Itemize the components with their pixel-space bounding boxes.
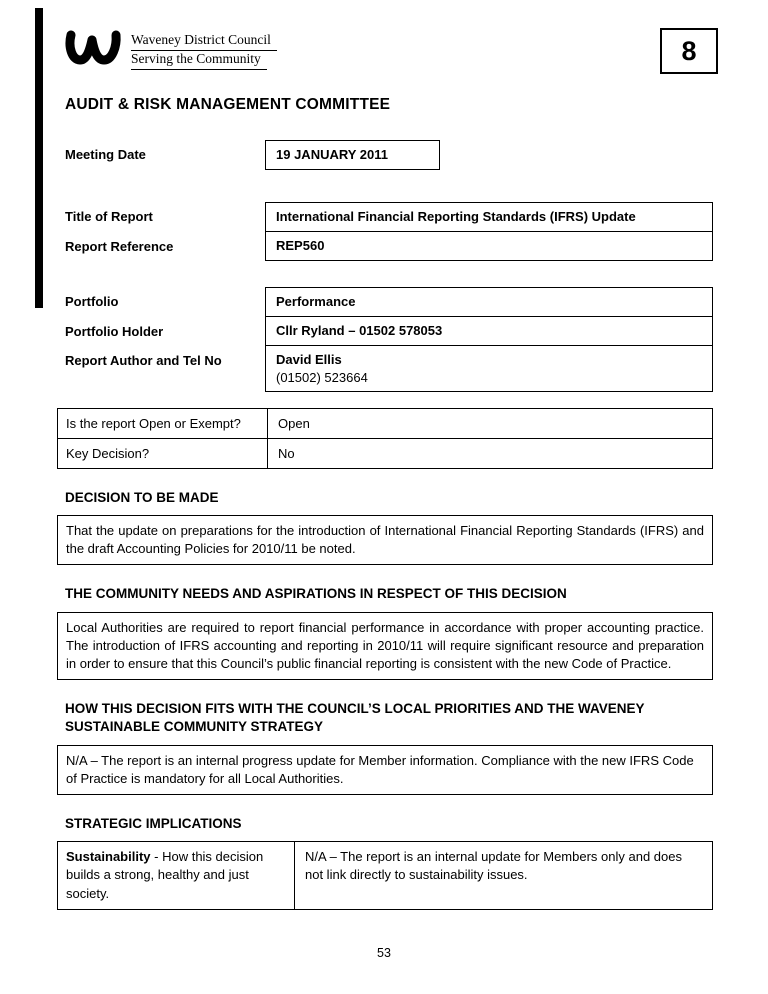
report-reference-row [57, 232, 713, 261]
report-reference-value: REP560 [265, 231, 713, 261]
sustainability-value-cell: N/A – The report is an internal update for Members only and does not link directly to sustainability issues. [305, 849, 682, 883]
committee-title: AUDIT & RISK MANAGEMENT COMMITTEE [65, 95, 391, 113]
portfolio-label: Portfolio [65, 293, 119, 309]
report-author-value [265, 345, 713, 392]
meeting-date-value: 19 JANUARY 2011 [265, 140, 440, 170]
key-decision-question: Key Decision? [58, 439, 268, 468]
section-body-community-needs: Local Authorities are required to report financial performance in accordance with proper accounting practice. The introduction of IFRS accounting and reporting in 2010/11 will require significant resource and preparation in order to ensure that this Council’s public financial reporting is consistent with the new Code of Practice. [57, 612, 713, 681]
sustainability-description: - How this decision builds a strong, healthy and just society. [66, 849, 264, 901]
report-title-group [57, 202, 713, 261]
title-of-report-row [57, 202, 713, 232]
open-exempt-answer: Open [278, 415, 310, 431]
report-author-name: David Ellis [276, 351, 342, 367]
section-heading-decision: DECISION TO BE MADE [65, 489, 219, 505]
council-name: Waveney District Council [131, 32, 277, 51]
council-logo-text [131, 30, 277, 70]
portfolio-value: Performance [265, 287, 713, 317]
key-decision-answer: No [278, 445, 295, 461]
council-motto: Serving the Community [131, 51, 267, 70]
report-author-tel: (01502) 523664 [276, 369, 368, 385]
title-of-report-value: International Financial Reporting Standards (IFRS) Update [265, 202, 713, 232]
table-row [58, 438, 712, 468]
section-heading-community-needs: THE COMMUNITY NEEDS AND ASPIRATIONS IN RESPECT OF THIS DECISION [65, 586, 567, 602]
open-exempt-table [57, 408, 713, 469]
section-heading-strategic-implications: STRATEGIC IMPLICATIONS [65, 815, 242, 831]
sustainability-term: Sustainability [66, 849, 151, 865]
portfolio-holder-label: Portfolio Holder [65, 323, 164, 339]
section-heading-local-priorities: HOW THIS DECISION FITS WITH THE COUNCIL’S LOCAL PRIORITIES AND THE WAVENEY SUSTAINABLE COMMUNITY STRATEGY [65, 701, 645, 735]
section-body-decision: That the update on preparations for the introduction of International Financial Reporting Standards (IFRS) and the draft Accounting Policies for 2010/11 be noted. [57, 515, 713, 565]
sustainability-label-cell [58, 842, 295, 909]
agenda-item-number: 8 [681, 35, 697, 66]
report-author-label: Report Author and Tel No [65, 352, 222, 368]
title-of-report-label: Title of Report [65, 208, 153, 224]
scan-artifact-bar [35, 8, 43, 308]
page-number: 53 [377, 946, 391, 960]
strategic-implications-table [57, 841, 713, 910]
meeting-date-row [57, 140, 713, 170]
portfolio-group [57, 287, 713, 392]
report-reference-label: Report Reference [65, 238, 174, 254]
waveney-wave-icon [65, 30, 123, 66]
report-author-row [57, 346, 713, 392]
portfolio-holder-row [57, 317, 713, 346]
portfolio-row [57, 287, 713, 317]
section-body-local-priorities: N/A – The report is an internal progress update for Member information. Compliance with the new IFRS Code of Practice is mandatory for all Local Authorities. [57, 745, 713, 795]
table-row [58, 409, 712, 438]
open-exempt-question: Is the report Open or Exempt? [58, 409, 268, 438]
portfolio-holder-value: Cllr Ryland – 01502 578053 [265, 316, 713, 346]
council-logo [65, 30, 713, 70]
meeting-date-label: Meeting Date [65, 146, 146, 162]
